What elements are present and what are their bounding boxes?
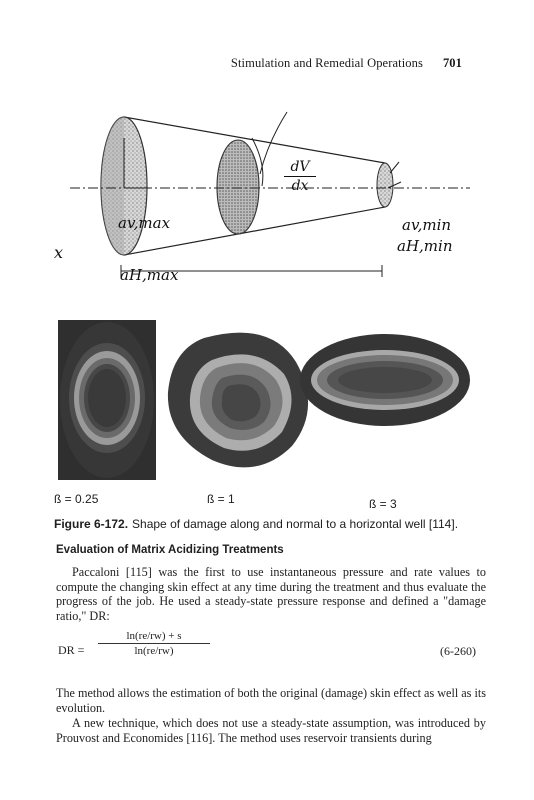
section-title: Evaluation of Matrix Acidizing Treatments — [56, 544, 284, 556]
av-max-label: av,max — [118, 214, 171, 232]
body-paragraph-1: Paccaloni [115] was the first to use instantaneous pressure and rate values to compute the changing skin effect at any time during the treatment and thus evaluate the progress of the job. He used a steady-state pressure response and defined a "damage ratio," DR: — [56, 565, 486, 624]
damage-shape-panels — [0, 320, 534, 480]
damage-cone-diagram — [0, 70, 534, 290]
running-title: Stimulation and Remedial Operations — [230, 56, 423, 70]
ah-min-label: aH,min — [397, 237, 453, 255]
equation-denominator: ln(re/rw) — [134, 645, 174, 658]
figure-label: Figure 6-172. — [54, 517, 129, 531]
x-axis-label: x — [54, 243, 64, 262]
damage-shape-beta-0-25 — [58, 320, 156, 480]
damage-shape-beta-1 — [168, 333, 308, 468]
cone-small-end — [377, 163, 393, 207]
page-number: 701 — [442, 56, 462, 70]
equation-number: (6-260) — [440, 644, 476, 658]
beta-label-2: ß = 1 — [207, 492, 235, 506]
figure-caption — [54, 517, 484, 531]
equation-lhs: DR = — [58, 643, 85, 657]
beta-label-1: ß = 0.25 — [54, 492, 99, 506]
page-header — [231, 56, 462, 71]
cone-middle-section — [217, 140, 259, 234]
cone-drawing — [0, 70, 534, 290]
equation-numerator: ln(re/rw) + s — [98, 630, 210, 644]
equation-fraction — [98, 630, 210, 657]
ah-max-label: aH,max — [120, 266, 179, 284]
damage-shapes — [0, 320, 534, 480]
body-paragraph-3: A new technique, which does not use a steady-state assumption, was introduced by Prouvost and Economides [116]. The method uses reservoir transients during — [56, 716, 486, 745]
damage-shape-beta-3 — [300, 334, 470, 426]
dv-dx-label: $\frac{dV}{dx}$ — [284, 160, 316, 193]
figure-caption-text: Shape of damage along and normal to a horizontal well [114]. — [132, 517, 459, 531]
beta-label-3: ß = 3 — [369, 497, 397, 511]
av-min-label: av,min — [402, 216, 452, 234]
equation-6-260 — [54, 628, 484, 670]
body-paragraph-2: The method allows the estimation of both the original (damage) skin effect as well as its evolution. — [56, 686, 486, 715]
